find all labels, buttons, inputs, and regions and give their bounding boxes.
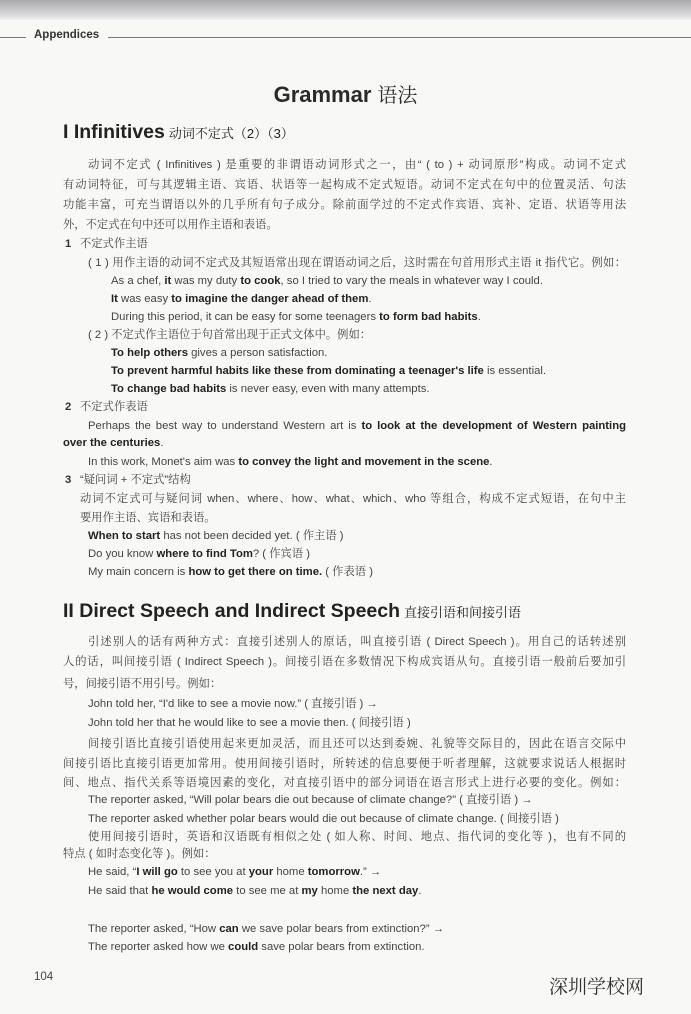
text-segment: 间接引语比直接引语更加常用。使用间接引语时，所转述的信息要便于听者理解，这就要求说话人根据时 bbox=[63, 758, 626, 770]
text-segment: ( 1 ) 用作主语的动词不定式及其短语常出现在谓语动词之后，这时需在句首用形式主语 it 指代它。例如： bbox=[88, 257, 626, 269]
item-number: 2 bbox=[65, 401, 72, 413]
text-line bbox=[88, 921, 444, 937]
text-segment: ( 作表语 ) bbox=[322, 566, 373, 578]
text-line bbox=[88, 715, 411, 731]
text-segment: 功能丰富，可充当谓语以外的几乎所有句子成分。除前面学过的不定式作宾语、宾补、定语、状语等用法 bbox=[63, 199, 626, 211]
emphasis-text: to convey the light and movement in the scene bbox=[238, 456, 490, 468]
running-header: Appendices bbox=[34, 29, 100, 41]
emphasis-text: the next day bbox=[352, 885, 419, 897]
text-line bbox=[88, 528, 344, 544]
text-segment: 间接引语比直接引语使用起来更加灵活，而且还可以达到委婉、礼貌等交际目的，因此在语言交际中 bbox=[88, 738, 626, 750]
emphasis-text: my bbox=[301, 885, 318, 897]
text-segment: 不定式作主语 bbox=[80, 238, 148, 250]
text-line bbox=[88, 864, 381, 880]
title-en: Grammar bbox=[273, 82, 372, 107]
text-segment: “疑问词 + 不定式”结构 bbox=[80, 474, 191, 486]
text-segment: John told her that he would like to see a movie then. ( 间接引语 ) bbox=[88, 717, 411, 729]
item-number: 3 bbox=[65, 474, 72, 486]
section-title-zh: 动词不定式（2）（3） bbox=[168, 126, 294, 141]
text-segment: The reporter asked whether polar bears would die out because of climate change. ( 间接引语 ) bbox=[88, 813, 559, 825]
emphasis-text: where to find Tom bbox=[156, 548, 253, 560]
watermark: 深圳学校网 bbox=[549, 976, 645, 998]
text-segment: 不定式作表语 bbox=[80, 401, 148, 413]
text-segment: was easy bbox=[117, 293, 172, 305]
section-title-zh: 直接引语和间接引语 bbox=[404, 605, 522, 620]
text-line bbox=[63, 435, 163, 451]
text-segment: As a chef, bbox=[111, 275, 165, 287]
text-line bbox=[88, 454, 493, 470]
section-heading-infinitives bbox=[63, 121, 294, 144]
emphasis-text: To help others bbox=[111, 347, 188, 359]
text-line bbox=[111, 273, 543, 289]
text-segment: 动词不定式 ( Infinitives ) 是重要的非谓语动词形式之一，由“ ( to ) + 动词原形”构成。动词不定式 bbox=[88, 159, 626, 171]
text-segment: Do you know bbox=[88, 548, 157, 560]
section-title-en: II Direct Speech and Indirect Speech bbox=[63, 600, 401, 622]
text-line bbox=[88, 883, 421, 899]
text-segment: 有动词特征，可与其逻辑主语、宾语、状语等一起构成不定式短语。动词不定式在句中的位置灵活、句法 bbox=[63, 179, 626, 191]
emphasis-text: tomorrow bbox=[307, 866, 360, 878]
text-line bbox=[88, 736, 626, 752]
text-line bbox=[88, 829, 626, 845]
text-segment: 要用作主语、宾语和表语。 bbox=[80, 512, 216, 524]
text-segment: The reporter asked how we bbox=[88, 941, 229, 953]
emphasis-text: to look at the development of Western painting bbox=[361, 420, 626, 432]
text-segment: . bbox=[489, 456, 493, 468]
text-segment: . bbox=[160, 437, 164, 449]
text-line bbox=[88, 157, 626, 173]
text-line bbox=[63, 654, 626, 670]
numbered-heading bbox=[65, 236, 148, 252]
text-segment: 特点 ( 如时态变化等 )。例如： bbox=[63, 848, 216, 860]
emphasis-text: your bbox=[248, 866, 274, 878]
text-line bbox=[88, 327, 371, 343]
text-segment: During this period, it can be easy for some teenagers bbox=[111, 311, 380, 323]
text-line bbox=[80, 510, 216, 526]
text-segment: is never easy, even with many attempts. bbox=[226, 383, 430, 395]
text-segment: home bbox=[317, 885, 353, 897]
text-line bbox=[111, 291, 372, 307]
text-segment: In this work, Monet's aim was bbox=[88, 456, 239, 468]
text-segment: gives a person satisfaction. bbox=[188, 347, 328, 359]
emphasis-text: he would come bbox=[151, 885, 234, 897]
text-segment: 人的话，叫间接引语 ( Indirect Speech )。间接引语在多数情况下构成宾语从句。直接引语一般前后要加引 bbox=[63, 656, 626, 668]
numbered-heading bbox=[65, 399, 148, 415]
text-line bbox=[80, 491, 626, 507]
emphasis-text: I will go bbox=[136, 866, 178, 878]
emphasis-text: how to get there on time. bbox=[188, 566, 323, 578]
text-segment: .” → bbox=[359, 866, 382, 878]
text-segment: has not been decided yet. ( 作主语 ) bbox=[160, 530, 344, 542]
text-segment: we save polar bears from extinction?” → bbox=[238, 923, 445, 935]
text-segment: Perhaps the best way to understand Western art is bbox=[88, 420, 362, 432]
item-number: 1 bbox=[65, 238, 72, 250]
text-segment: home bbox=[273, 866, 308, 878]
numbered-heading bbox=[65, 472, 191, 488]
emphasis-text: to cook bbox=[240, 275, 281, 287]
header-rule-left bbox=[0, 37, 26, 38]
text-segment: My main concern is bbox=[88, 566, 189, 578]
text-line bbox=[63, 217, 278, 233]
text-line bbox=[88, 564, 373, 580]
emphasis-text: to imagine the danger ahead of them bbox=[171, 293, 369, 305]
text-line bbox=[111, 345, 327, 361]
text-line bbox=[88, 939, 425, 955]
text-segment: is essential. bbox=[483, 365, 547, 377]
scan-top-band bbox=[0, 0, 691, 20]
emphasis-text: could bbox=[228, 941, 259, 953]
text-segment: The reporter asked, “How bbox=[88, 923, 220, 935]
text-line bbox=[88, 546, 310, 562]
text-line bbox=[63, 756, 626, 772]
text-segment: . bbox=[368, 293, 372, 305]
text-segment: 间、地点、指代关系等语境因素的变化，对直接引语中的部分词语在语言形式上进行必要的变化。例如： bbox=[63, 777, 626, 789]
text-segment: 引述别人的话有两种方式：直接引述别人的原话，叫直接引语 ( Direct Speech )。用自己的话转述别 bbox=[88, 636, 626, 648]
emphasis-text: to form bad habits bbox=[379, 311, 478, 323]
header-rule bbox=[108, 37, 691, 38]
emphasis-text: can bbox=[219, 923, 239, 935]
section-title-en: I Infinitives bbox=[63, 121, 165, 143]
text-segment: 使用间接引语时，英语和汉语既有相似之处 ( 如人称、时间、地点、指代词的变化等 )，也有不同的 bbox=[88, 831, 626, 843]
text-line bbox=[63, 676, 221, 692]
text-segment: 动词不定式可与疑问词 when、where、how、what、which、who 等组合，构成不定式短语，在句中主 bbox=[80, 493, 626, 505]
text-line bbox=[63, 775, 626, 791]
text-line bbox=[88, 418, 626, 434]
emphasis-text: To prevent harmful habits like these from dominating a teenager's life bbox=[111, 365, 484, 377]
text-line bbox=[88, 634, 626, 650]
title-zh: 语法 bbox=[377, 85, 418, 107]
text-segment: , so I tried to vary the meals in whatever way I could. bbox=[280, 275, 543, 287]
emphasis-text: over the centuries bbox=[63, 437, 161, 449]
text-line bbox=[63, 197, 626, 213]
emphasis-text: it bbox=[164, 275, 172, 287]
text-line bbox=[111, 309, 481, 325]
text-segment: John told her, “I'd like to see a movie now.” ( 直接引语 ) → bbox=[88, 698, 378, 710]
text-line bbox=[88, 792, 533, 808]
text-segment: to see me at bbox=[233, 885, 302, 897]
text-segment: was my duty bbox=[171, 275, 241, 287]
text-segment: The reporter asked, “Will polar bears die out because of climate change?” ( 直接引语 ) → bbox=[88, 794, 533, 806]
text-segment: . bbox=[418, 885, 422, 897]
section-heading-speech bbox=[63, 600, 521, 623]
text-line bbox=[88, 696, 378, 712]
text-segment: . bbox=[477, 311, 481, 323]
text-segment: He said that bbox=[88, 885, 152, 897]
text-line bbox=[88, 255, 626, 271]
text-segment: save polar bears from extinction. bbox=[258, 941, 425, 953]
page-title bbox=[0, 79, 691, 108]
emphasis-text: It bbox=[111, 293, 118, 305]
text-segment: ( 2 ) 不定式作主语位于句首常出现于正式文体中。例如： bbox=[88, 329, 372, 341]
text-line bbox=[111, 363, 546, 379]
text-segment: ? ( 作宾语 ) bbox=[252, 548, 311, 560]
page-number: 104 bbox=[34, 971, 54, 983]
text-segment: to see you at bbox=[177, 866, 249, 878]
text-line bbox=[63, 846, 216, 862]
text-segment: 外，不定式在句中还可以用作主语和表语。 bbox=[63, 219, 278, 231]
text-segment: He said, “ bbox=[88, 866, 137, 878]
emphasis-text: To change bad habits bbox=[111, 383, 227, 395]
emphasis-text: When to start bbox=[88, 530, 161, 542]
text-line bbox=[63, 177, 626, 193]
text-segment: 号，间接引语不用引号。例如： bbox=[63, 678, 222, 690]
text-line bbox=[111, 381, 430, 397]
text-line bbox=[88, 811, 559, 827]
